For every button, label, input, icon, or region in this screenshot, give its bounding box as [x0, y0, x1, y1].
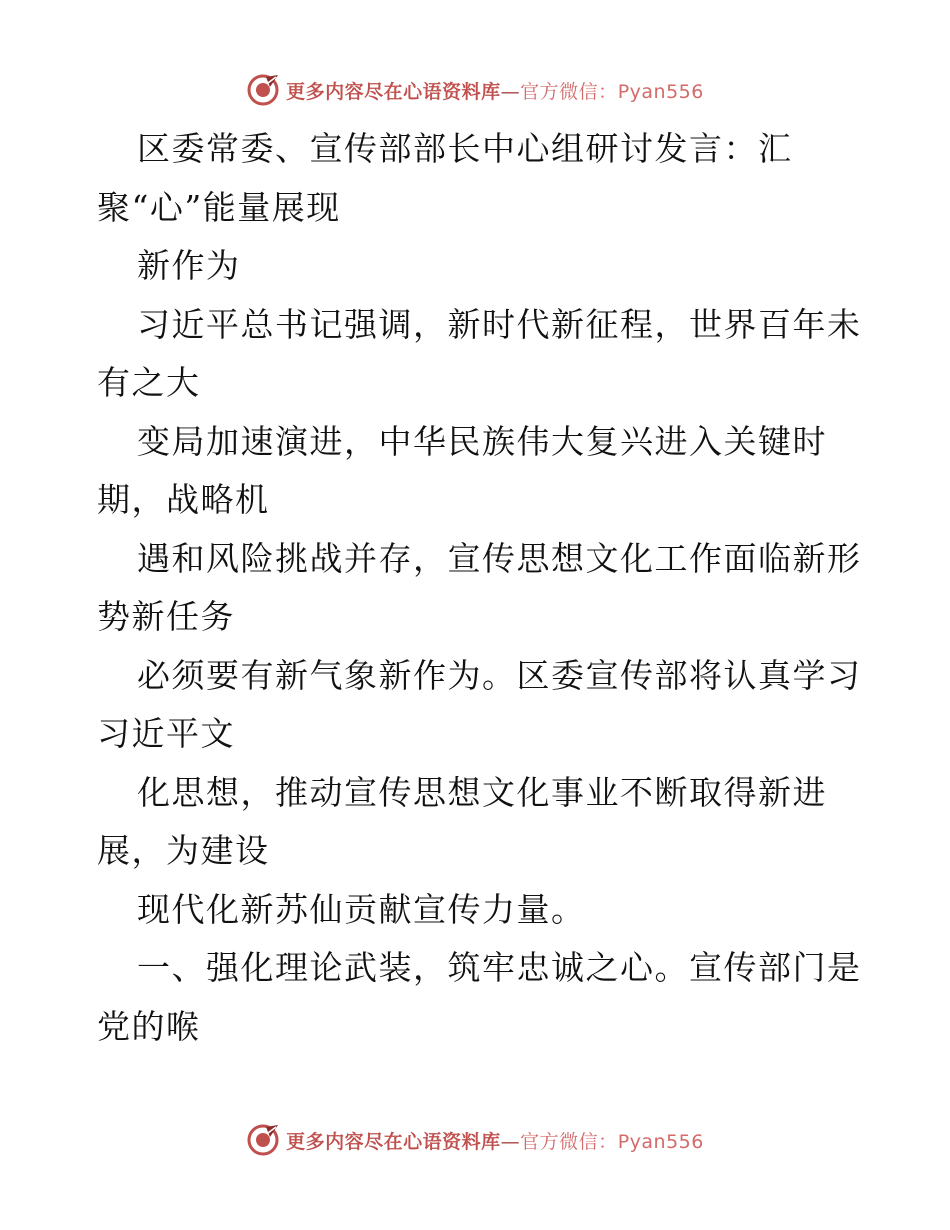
document-line: 党的喉	[97, 1006, 201, 1046]
document-line: 必须要有新气象新作为。区委宣传部将认真学习	[137, 655, 862, 695]
banner-main-text: 更多内容尽在心语资料库	[286, 80, 501, 103]
document-line: 变局加速演进，中华民族伟大复兴进入关键时	[137, 421, 827, 461]
banner-dash: —	[500, 1130, 521, 1153]
pen-circle-logo-icon	[246, 73, 280, 107]
footer-banner	[0, 1120, 950, 1160]
document-line: 区委常委、宣传部部长中心组研讨发言：汇	[137, 129, 793, 168]
banner-text	[286, 1127, 704, 1154]
document-line: 势新任务	[97, 597, 235, 636]
document-body	[97, 120, 862, 1056]
document-line: 聚“心”能量展现	[97, 187, 341, 227]
document-line: 现代化新苏仙贡献宣传力量。	[137, 889, 586, 929]
banner-wechat-id: Pyan556	[617, 1130, 704, 1153]
document-line: 习近平总书记强调，新时代新征程，世界百年未	[137, 304, 862, 344]
document-line: 遇和风险挑战并存，宣传思想文化工作面临新形	[137, 538, 862, 578]
header-banner	[0, 70, 950, 110]
document-line: 有之大	[97, 363, 201, 402]
banner-wechat-id: Pyan556	[617, 80, 704, 103]
banner-dash: —	[500, 80, 521, 103]
banner-text	[286, 77, 704, 104]
document-line: 一、强化理论武装，筑牢忠诚之心。宣传部门是	[137, 948, 862, 987]
banner-suffix-text: 官方微信：	[520, 1130, 618, 1153]
banner-suffix-text: 官方微信：	[520, 80, 618, 103]
document-line: 化思想，推动宣传思想文化事业不断取得新进	[137, 772, 827, 812]
document-line: 新作为	[137, 246, 241, 285]
document-line: 展，为建设	[97, 831, 270, 870]
document-line: 期，战略机	[97, 480, 270, 519]
pen-circle-logo-icon	[246, 1123, 280, 1157]
document-line: 习近平文	[97, 714, 235, 753]
banner-main-text: 更多内容尽在心语资料库	[286, 1130, 501, 1153]
